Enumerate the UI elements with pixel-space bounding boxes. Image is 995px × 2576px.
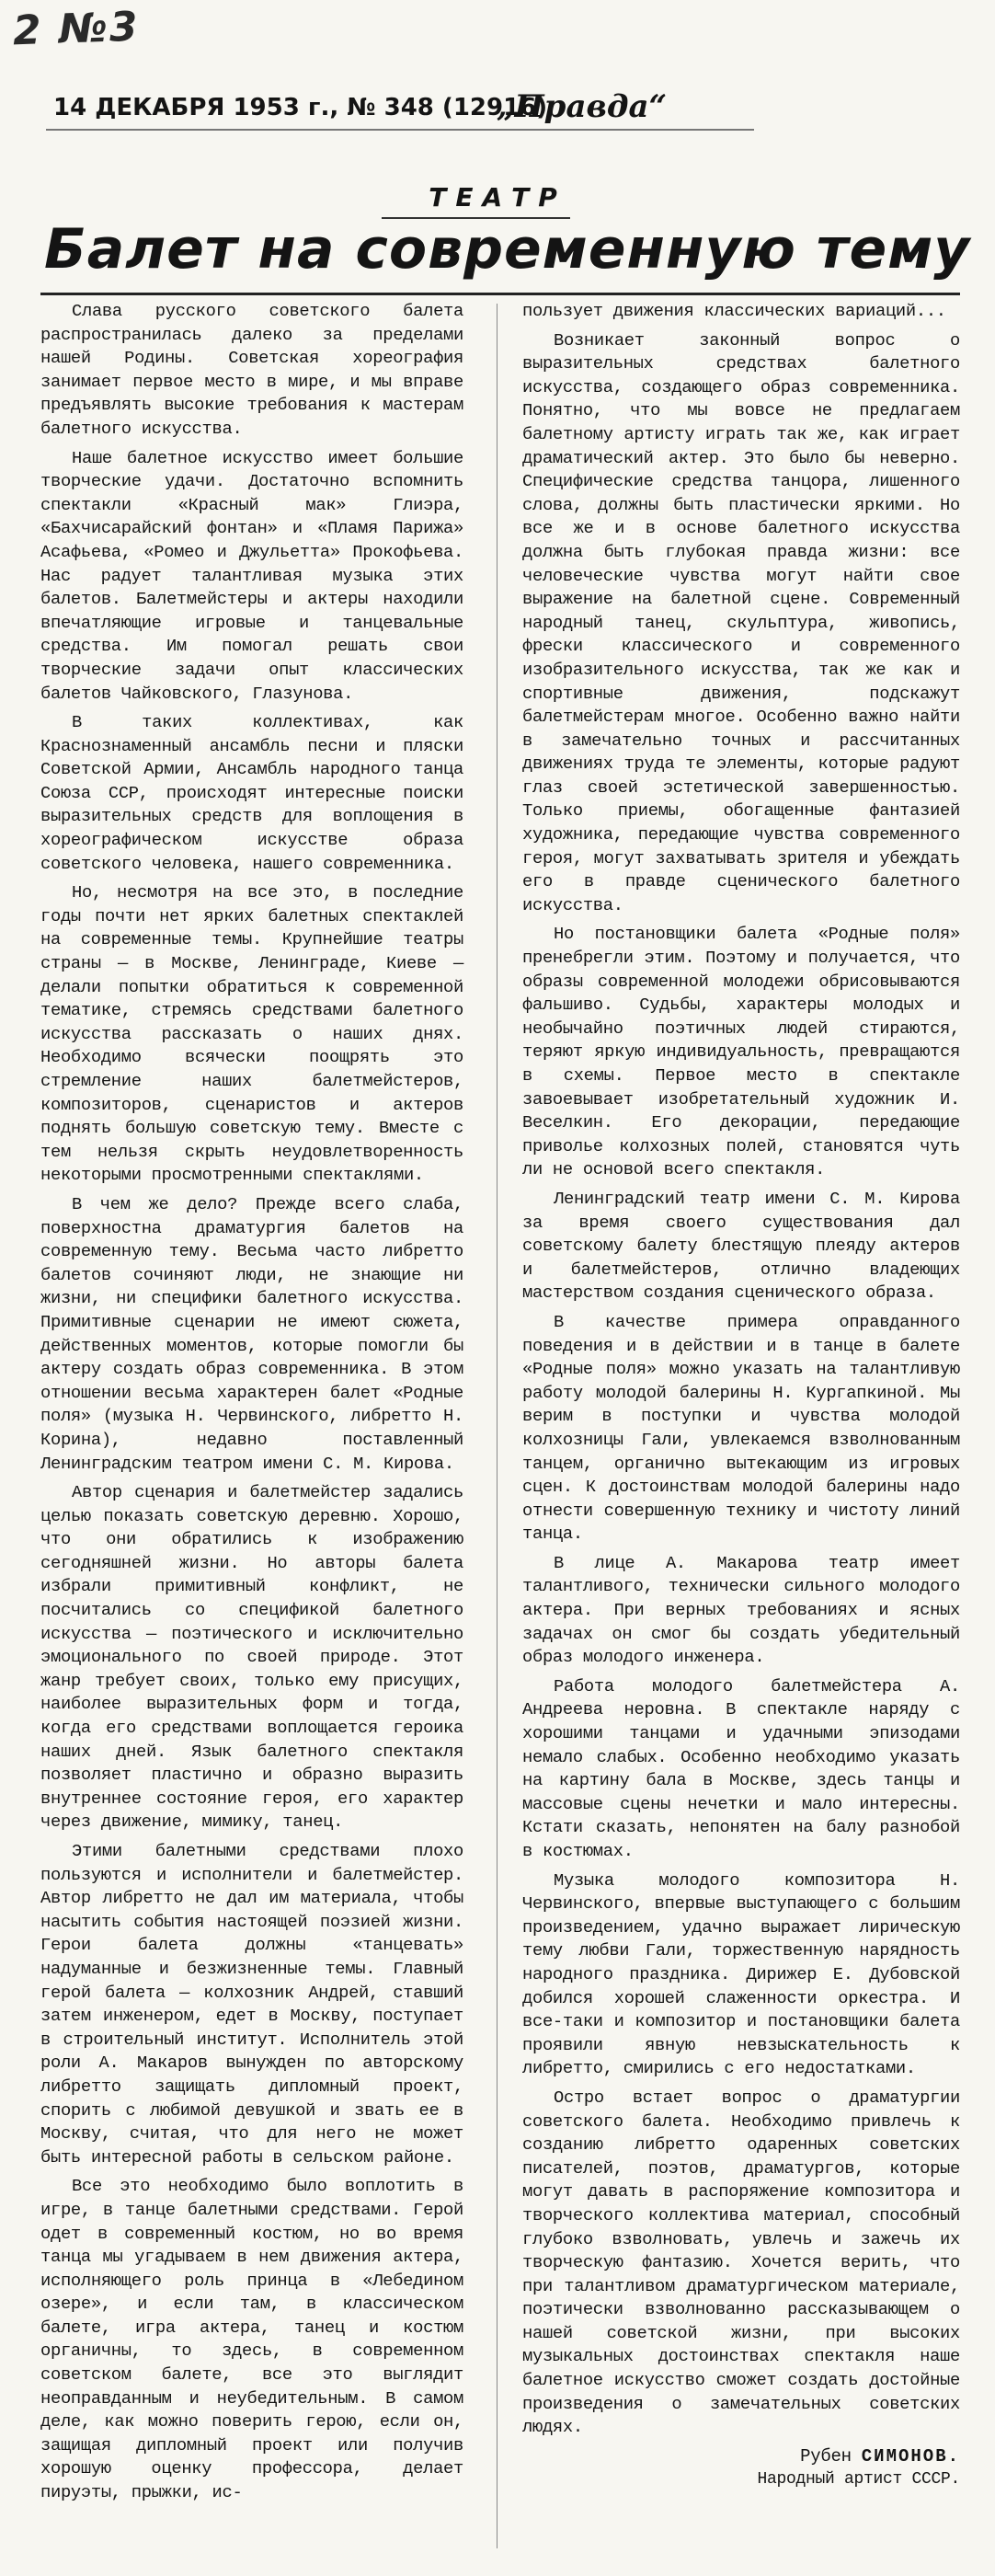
paragraph: Возникает законный вопрос о выразительных средствах балетного искусства, создающего образ современника. Понятно, что мы вовсе не предлагаем балетному артисту играть так же, как играет драматический актер. Это было бы неверно. Специфические средства танцора, лишенного слова, должны быть пластически яркими. Но все же и в основе балетного искусства должна быть глубокая правда жизни: все человеческие чувства могут найти свое выражение на балетной сцене. Современный народный танец, скульптура, живопись, фрески классического и современного изобразительного искусства, так же как и спортивные движения, подскажут балетмейстерам многое. Особенно важно найти в замечательно точных и рассчитанных движениях труда те элементы, которые радуют глаз своей эстетической завершенностью. Только приемы, обогащенные фантазией художника, передающие чувства современного героя, могут захватывать зрителя и убеждать его в правде сценического балетного искусства. [522,329,960,915]
paragraph: Автор сценария и балетмейстер задались целью показать советскую деревню. Хорошо, что они обратились к изображению сегодняшней жизни. Но авторы балета избрали примитивный конфликт, не посчитались со спецификой балетного искусства — поэтического и исключительно эмоционального по своей природе. Этот жанр требует своих, только ему присущих, наиболее выразительных форм и тогда, когда его средствами воплощается героика наших дней. Язык балетного спектакля позволяет пластично и образно выразить внутреннее состояние героя, его характер через движение, мимику, танец. [40,1482,463,1833]
paragraph: Слава русского советского балета распространилась далеко за пределами нашей Родины. Советская хореография занимает первое место в мире, и мы вправе предъявлять высокие требования к мастерам балетного искусства. [40,301,463,439]
paragraph: В качестве примера оправданного поведения и в действии и в танце в балете «Родные поля» можно указать на талантливую работу молодой балерины Н. Кургапкиной. Мы верим в поступки и чувства молодой колхозницы Гали, увлекаемся взволнованным танцем, органично вытекающим из игровых сцен. К достоинствам молодой балерины надо отнести совершенную технику и чистоту линий танца. [522,1311,960,1545]
paragraph: В лице А. Макарова театр имеет талантливого, технически сильного молодого актера. При верных требованиях и ясных задачах он смог бы создать убедительный образ молодого инженера. [522,1552,960,1668]
article-column-right [522,300,960,2492]
author-last-name: СИМОНОВ. [861,2445,960,2467]
author-first-name: Рубен [800,2445,852,2467]
paragraph: В чем же дело? Прежде всего слаба, поверхностна драматургия балетов на современную тему. Весьма часто либретто балетов сочиняют люди, не знающие ни жизни, ни специфики балетного искусства. Примитивные сценарии не имеют сюжета, действенных моментов, которые помогли бы актеру создать образ современника. В этом отношении весьма характерен балет «Родные поля» (музыка Н. Червинского, либретто Н. Корина), недавно поставленный Ленинградским театром имени С. М. Кирова. [40,1193,463,1474]
author-title: Народный артист СССР. [757,2470,960,2490]
headline-rule [40,293,960,295]
article-column-left [40,300,463,2511]
paragraph: Все это необходимо было воплотить в игре, в танце балетными средствами. Герой одет в современный костюм, но во время танца мы угадываем в нем движения актера, исполняющего роль принца в «Лебедином озере», и если там, в классическом балете, игра актера, танец и костюм органичны, то здесь, в современном советском балете, все это выглядит неоправданным и неубедительным. В самом деле, как можно поверить герою, если он, защищая дипломный проект или получив хорошую оценку профессора, делает пируэты, прыжки, ис- [40,2176,463,2503]
author-signature [522,2445,960,2492]
paragraph: Работа молодого балетмейстера А. Андреева неровна. В спектакле наряду с хорошими танцами и удачными эпизодами немало слабых. Особенно необходимо указать на картину бала в Москве, здесь танцы и массовые сцены нечетки и мало интересны. Кстати сказать, непонятен на балу разнобой в костюмах. [522,1675,960,1861]
section-label: ТЕАТР [429,182,566,213]
column-divider [497,304,498,2548]
paragraph: Этими балетными средствами плохо пользуются и исполнители и балетмейстер. Автор либретто не дал им материала, чтобы насытить события настоящей поэзией жизни. Герои балета должны «танцевать» надуманные и безжизненные темы. Главный герой балета — колхозник Андрей, ставший затем инженером, едет в Москву, поступает в строительный институт. Исполнитель этой роли А. Макаров вынужден по авторскому либретто защищать дипломный проект, спорить с любимой девушкой и звать ее в Москву, считая, что для него не может быть интересной работы в сельском районе. [40,1841,463,2168]
header-rule [46,129,754,131]
paragraph: Остро встает вопрос о драматургии советского балета. Необходимо привлечь к созданию либретто одаренных советских писателей, поэтов, драматургов, которые могут давать в распоряжение композитора и творческого коллектива материал, способный глубоко взволновать, увлечь и зажечь их творческую фантазию. Хочется верить, что при талантливом драматургическом материале, поэтически взволнованно рассказывающем о нашей советской жизни, при высоких музыкальных достоинствах спектакля наше балетное искусство сможет создать достойные произведения о замечательных советских людях. [522,2087,960,2438]
paragraph: Наше балетное искусство имеет большие творческие удачи. Достаточно вспомнить спектакли «Красный мак» Глиэра, «Бахчисарайский фонтан» и «Пламя Парижа» Асафьева, «Ромео и Джульетта» Прокофьева. Нас радует талантливая музыка этих балетов. Балетмейстеры и актеры находили впечатляющие игровые и танцевальные средства. Им помогал решать свои творческие задачи опыт классических балетов Чайковского, Глазунова. [40,447,463,704]
newspaper-name: „Правда“ [497,88,668,125]
paragraph-continuation: пользует движения классических вариаций... [522,301,946,321]
paragraph: Но, несмотря на все это, в последние годы почти нет ярких балетных спектаклей на современные темы. Крупнейшие театры страны — в Москве, Ленинграде, Киеве — делали попытки обратиться к современной тематике, стремясь средствами балетного искусства рассказать о наших днях. Необходимо всячески поощрять это стремление наших балетмейстеров, композиторов, сценаристов и актеров поднять большую советскую тему. Вместе с тем нельзя скрыть неудовлетворенность некоторыми просмотренными спектаклями. [40,882,463,1186]
paragraph: Музыка молодого композитора Н. Червинского, впервые выступающего с большим произведением, удачно выражает лирическую тему любви Гали, торжественную нарядность народного праздника. Дирижер Е. Дубовской добился хорошей слаженности оркестра. И все-таки и композитор и постановщики балета проявили явную невзыскательность к либретто, смирились с его недостатками. [522,1869,960,2079]
paragraph: Но постановщики балета «Родные поля» пренебрегли этим. Поэтому и получается, что образы современной молодежи обрисовываются фальшиво. Судьбы, характеры молодых и необычайно поэтичных людей стираются, теряют яркую индивидуальность, превращаются в схемы. Первое место в спектакле завоевывает изобретательный художник И. Веселкин. Его декорации, передающие приволье колхозных полей, становятся чуть ли не основой всего спектакля. [522,924,960,1180]
issue-dateline: 14 ДЕКАБРЯ 1953 г., № 348 (12916) [53,94,548,121]
article-headline: Балет на современную тему [44,217,971,282]
paragraph: В таких коллективах, как Краснознаменный ансамбль песни и пляски Советской Армии, Ансамбль народного танца Союза ССР, происходят интересные поиски выразительных средств для воплощения в хореографическом искусстве образа советского человека, нашего современника. [40,712,463,874]
paragraph: Ленинградский театр имени С. М. Кирова за время своего существования дал советскому балету блестящую плеяду актеров и балетмейстеров, отлично владеющих мастерством создания сценического образа. [522,1188,960,1304]
handwritten-note: 2 №3 [12,3,141,55]
